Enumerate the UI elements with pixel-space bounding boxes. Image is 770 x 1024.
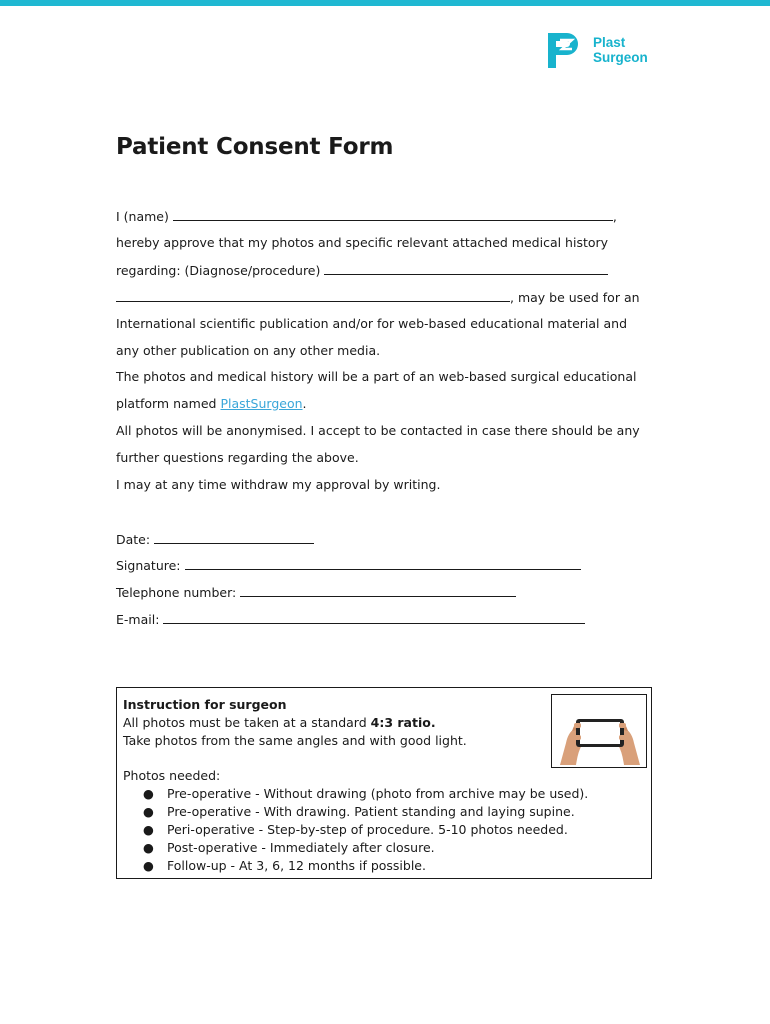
ratio-line <box>123 715 436 731</box>
consent-line-5: International scientific publication and/or for web-based educational material and <box>116 316 628 331</box>
consent-line-6: any other publication on any other media. <box>116 343 381 358</box>
angles-line: Take photos from the same angles and with good light. <box>123 733 467 748</box>
list-item-text: Pre-operative - Without drawing (photo from archive may be used). <box>167 786 589 801</box>
date-label: Date: <box>116 532 151 547</box>
diagnose-label: regarding: (Diagnose/procedure) <box>116 263 321 278</box>
signature-field[interactable] <box>185 557 581 570</box>
telephone-field-row <box>116 584 516 601</box>
may-be-used-text: , may be used for an <box>510 290 640 305</box>
platform-period: . <box>302 396 307 411</box>
bullet-icon: ● <box>143 858 154 873</box>
list-item <box>143 786 588 802</box>
list-item-text: Follow-up - At 3, 6, 12 months if possible. <box>167 858 426 873</box>
name-line-comma: , <box>612 209 617 224</box>
consent-line-11: I may at any time withdraw my approval by writing. <box>116 477 441 492</box>
plastsurgeon-link[interactable]: PlastSurgeon <box>220 396 303 411</box>
page-title: Patient Consent Form <box>116 134 394 160</box>
list-item-text: Pre-operative - With drawing. Patient standing and laying supine. <box>167 804 575 819</box>
consent-line-7: The photos and medical history will be a part of an web-based surgical educational <box>116 369 637 384</box>
email-field-row <box>116 611 585 628</box>
email-field[interactable] <box>163 611 585 624</box>
surgeon-instructions-box <box>116 687 652 879</box>
logo-name-line1: Plast <box>593 35 626 50</box>
consent-line-9: All photos will be anonymised. I accept to be contacted in case there should be any <box>116 423 640 438</box>
list-item <box>143 840 435 856</box>
ratio-value: 4:3 ratio. <box>370 715 436 730</box>
name-blank-field[interactable] <box>173 208 613 221</box>
logo-name-line2: Surgeon <box>593 50 648 65</box>
platform-named-text: platform named <box>116 396 217 411</box>
list-item-text: Peri-operative - Step-by-step of procedure. 5-10 photos needed. <box>167 822 568 837</box>
list-item-text: Post-operative - Immediately after closure. <box>167 840 435 855</box>
phone-photo-illustration <box>551 694 647 768</box>
plastsurgeon-logo <box>547 32 667 72</box>
signature-label: Signature: <box>116 558 181 573</box>
bullet-icon: ● <box>143 786 154 801</box>
signature-field-row <box>116 557 581 574</box>
consent-line-diagnose <box>116 262 608 279</box>
consent-line-2: hereby approve that my photos and specific relevant attached medical history <box>116 235 609 250</box>
photos-needed-label: Photos needed: <box>123 768 221 783</box>
date-field[interactable] <box>154 531 314 544</box>
name-label: I (name) <box>116 209 169 224</box>
diagnose-blank-field[interactable] <box>324 262 608 275</box>
consent-line-10: further questions regarding the above. <box>116 450 359 465</box>
consent-line-name <box>116 208 617 225</box>
bullet-icon: ● <box>143 822 154 837</box>
top-accent-bar <box>0 0 770 6</box>
bullet-icon: ● <box>143 840 154 855</box>
email-label: E-mail: <box>116 612 160 627</box>
list-item <box>143 804 575 820</box>
instructions-heading: Instruction for surgeon <box>123 697 287 712</box>
hands-holding-phone-icon <box>552 695 647 768</box>
consent-line-platform <box>116 396 307 412</box>
ratio-text: All photos must be taken at a standard <box>123 715 367 730</box>
list-item <box>143 858 426 874</box>
telephone-field[interactable] <box>240 584 516 597</box>
telephone-label: Telephone number: <box>116 585 237 600</box>
consent-line-diagnose-cont <box>116 289 640 306</box>
diagnose-blank-field-cont[interactable] <box>116 289 510 302</box>
bullet-icon: ● <box>143 804 154 819</box>
plastsurgeon-logo-mark <box>547 32 581 70</box>
date-field-row <box>116 531 314 548</box>
list-item <box>143 822 568 838</box>
